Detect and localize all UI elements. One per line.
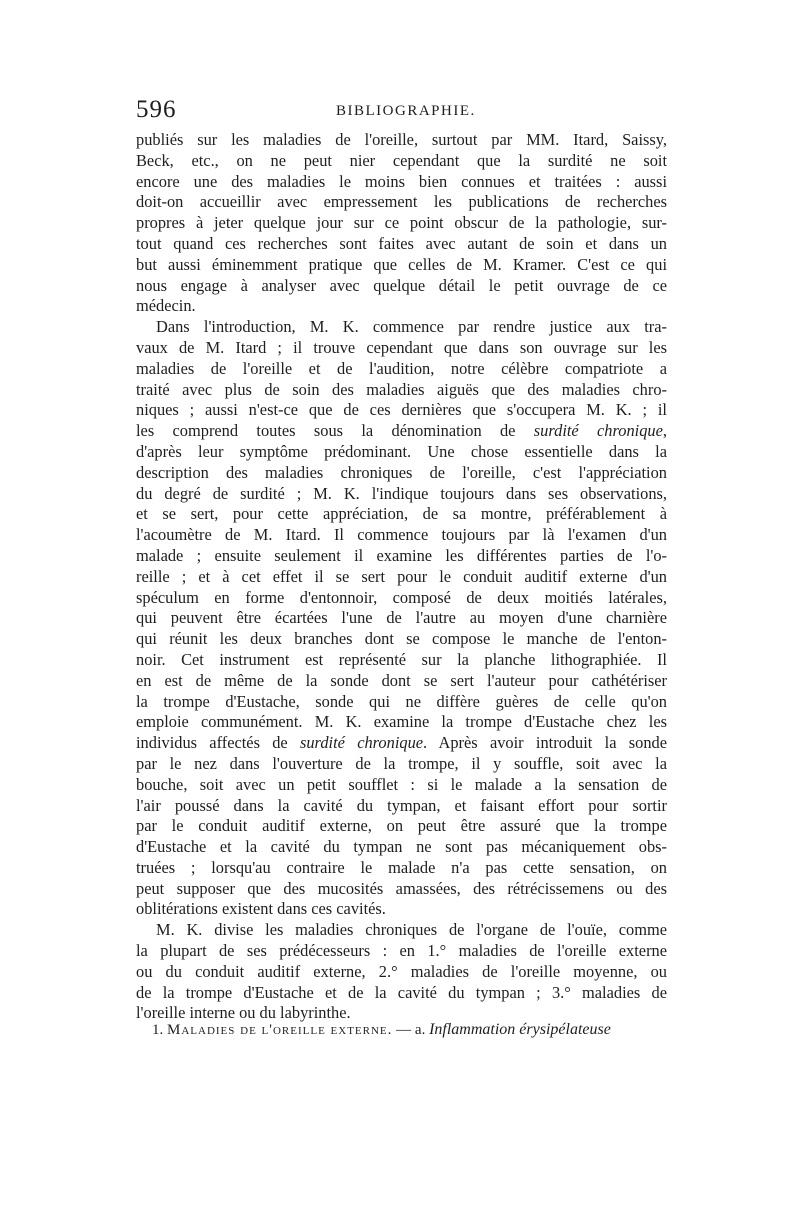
text-line: en est de même de la sonde dont se sert l'auteur pour cathétériser — [136, 670, 667, 690]
text-line: l'acoumètre de M. Itard. Il commence toujours par là l'examen d'un — [136, 525, 667, 545]
text-line: l'air poussé dans la cavité du tympan, et faisant effort pour sortir — [136, 795, 667, 815]
text-line: emploie communément. M. K. examine la trompe d'Eustache chez les — [136, 712, 667, 732]
text-line: la plupart de ses prédécesseurs : en 1.° maladies de l'oreille externe — [136, 941, 667, 961]
text-line: qui peuvent être écartées l'une de l'autre au moyen d'une charnière — [136, 608, 667, 628]
text-line: truées ; lorsqu'au contraire le malade n'a pas cette sensation, on — [136, 857, 667, 877]
section-title: Maladies de l'oreille externe. — [167, 1022, 393, 1038]
text-line: Dans l'introduction, M. K. commence par rendre justice aux tra- — [156, 317, 667, 337]
text-line: par le nez dans l'ouverture de la trompe, il y souffle, soit avec la — [136, 753, 667, 773]
text-line: d'Eustache et la cavité du tympan ne sont pas mécaniquement obs- — [136, 837, 667, 857]
text-line: l'oreille interne ou du labyrinthe. — [136, 1003, 351, 1023]
text-line: encore une des maladies le moins bien connues et traitées : aussi — [136, 171, 667, 191]
text-line: les comprend toutes sous la dénomination de surdité chronique, — [136, 421, 667, 441]
text-line: d'après leur symptôme prédominant. Une chose essentielle dans la — [136, 441, 667, 461]
text-line: peut supposer que des mucosités amassées, des rétrécissemens ou des — [136, 878, 667, 898]
text-line: la trompe d'Eustache, sonde qui ne diffère guères de celle qu'on — [136, 691, 667, 711]
text-line: tout quand ces recherches sont faites avec autant de soin et dans un — [136, 233, 667, 253]
text-line: nous engage à analyser avec quelque détail le petit ouvrage de ce — [136, 275, 667, 295]
text-line: bouche, soit avec un petit soufflet : si le malade a la sensation de — [136, 774, 667, 794]
text-line: propres à jeter quelque jour sur ce point obscur de la pathologie, sur- — [136, 213, 667, 233]
text-line: reille ; et à cet effet il se sert pour le conduit auditif externe d'un — [136, 566, 667, 586]
text-line: malade ; ensuite seulement il examine les différentes parties de l'o- — [136, 545, 667, 565]
body-text — [136, 130, 667, 1024]
text-line: description des maladies chroniques de l'oreille, c'est l'appréciation — [136, 462, 667, 482]
section-subtitle: Inflammation érysipélateuse — [429, 1021, 611, 1038]
text-line: but aussi éminemment pratique que celles de M. Kramer. C'est ce qui — [136, 254, 667, 274]
text-line: maladies de l'oreille et de l'audition, notre célèbre compatriote a — [136, 358, 667, 378]
text-line: et se sert, pour cette appréciation, de sa montre, préférablement à — [136, 504, 667, 524]
text-line: spéculum en forme d'entonnoir, composé de deux moitiés latérales, — [136, 587, 667, 607]
text-line: par le conduit auditif externe, on peut être assuré que la trompe — [136, 816, 667, 836]
page-number: 596 — [136, 96, 177, 123]
text-line: ou du conduit auditif externe, 2.° maladies de l'oreille moyenne, ou — [136, 961, 667, 981]
text-line: M. K. divise les maladies chroniques de l'organe de l'ouïe, comme — [156, 920, 667, 940]
text-line: oblitérations existent dans ces cavités. — [136, 899, 386, 919]
text-line: individus affectés de surdité chronique. Après avoir introduit la sonde — [136, 733, 667, 753]
section-dash: — a. — [396, 1022, 426, 1038]
running-head: BIBLIOGRAPHIE. — [336, 103, 476, 119]
text-line: doit-on accueillir avec empressement les publications de recherches — [136, 192, 667, 212]
section-heading — [152, 1020, 667, 1040]
text-line: niques ; aussi n'est-ce que de ces dernières que s'occupera M. K. ; il — [136, 400, 667, 420]
page-header — [136, 96, 666, 126]
text-line: noir. Cet instrument est représenté sur la planche lithographiée. Il — [136, 649, 667, 669]
text-line: publiés sur les maladies de l'oreille, surtout par MM. Itard, Saissy, — [136, 130, 667, 149]
text-line: du degré de surdité ; M. K. l'indique toujours dans ses observations, — [136, 483, 667, 503]
text-line: vaux de M. Itard ; il trouve cependant que dans son ouvrage sur les — [136, 337, 667, 357]
section-number: 1. — [152, 1022, 164, 1038]
text-line: médecin. — [136, 296, 196, 316]
text-line: qui réunit les deux branches dont se compose le manche de l'enton- — [136, 629, 667, 649]
text-line: traité avec plus de soin des maladies aiguës que des maladies chro- — [136, 379, 667, 399]
text-line: de la trompe d'Eustache et de la cavité du tympan ; 3.° maladies de — [136, 982, 667, 1002]
text-line: Beck, etc., on ne peut nier cependant que la surdité ne soit — [136, 150, 667, 170]
